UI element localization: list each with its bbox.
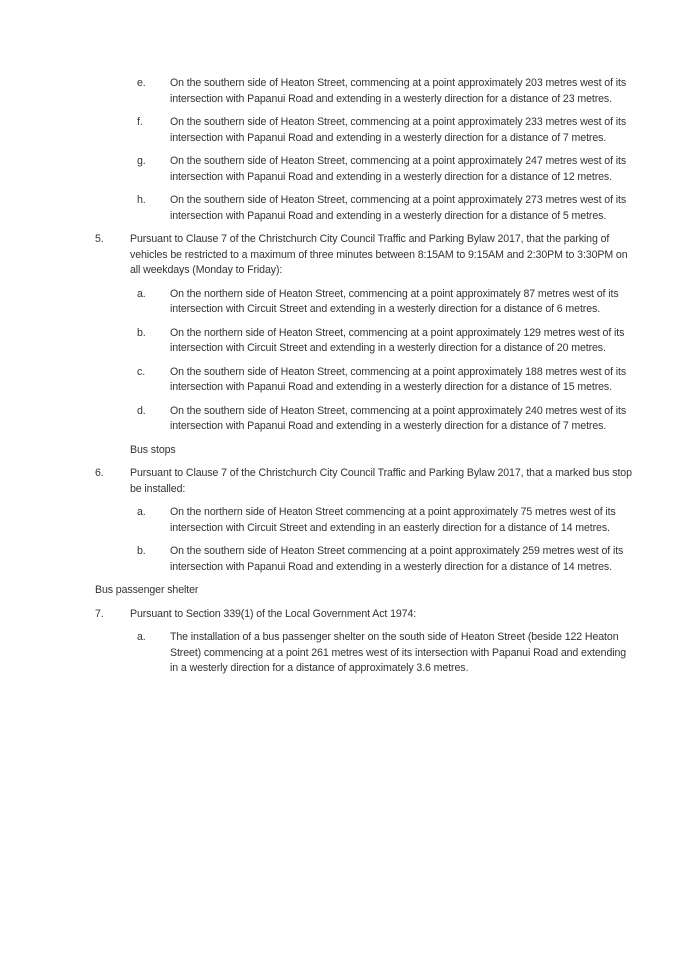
item-text: On the southern side of Heaton Street, commencing at a point approximately 203 metres west of its intersection with Papanui Road and extending in a westerly direction for a distance of 23 metres. bbox=[170, 77, 627, 105]
item-marker: 5. bbox=[95, 233, 104, 245]
item-text: On the southern side of Heaton Street, commencing at a point approximately 247 metres west of its intersection with Papanui Road and extending in a westerly direction for a distance of 12 metres. bbox=[170, 155, 627, 183]
item-text: On the southern side of Heaton Street commencing at a point approximately 259 metres west of its intersection with Papanui Road and extending in a westerly direction for a distance of 14 metres. bbox=[170, 545, 624, 573]
item-text: On the southern side of Heaton Street, commencing at a point approximately 240 metres west of its intersection with Papanui Road and extending in a westerly direction for a distance of 7 metres. bbox=[170, 404, 627, 432]
item-marker: a. bbox=[137, 631, 146, 643]
item-marker: d. bbox=[137, 404, 146, 417]
clause-5-item-b bbox=[95, 326, 633, 357]
item-text: On the southern side of Heaton Street, commencing at a point approximately 273 metres west of its intersection with Papanui Road and extending in a westerly direction for a distance of 5 metres. bbox=[170, 194, 627, 222]
item-marker: e. bbox=[137, 77, 146, 89]
clause-item-f bbox=[95, 115, 633, 146]
item-text: On the northern side of Heaton Street, commencing at a point approximately 87 metres west of its intersection with Circuit Street and extending in a westerly direction for a distance of 6 metres. bbox=[170, 287, 619, 315]
clause-item-g bbox=[95, 154, 633, 185]
clause-7 bbox=[95, 607, 633, 623]
document-content bbox=[95, 76, 633, 685]
heading-bus-stops: Bus stops bbox=[130, 443, 176, 456]
clause-item-e bbox=[95, 76, 633, 107]
item-marker: b. bbox=[137, 545, 146, 557]
item-marker: 6. bbox=[95, 467, 104, 479]
item-text: On the southern side of Heaton Street, commencing at a point approximately 233 metres west of its intersection with Papanui Road and extending in a westerly direction for a distance of 7 metres. bbox=[170, 116, 627, 144]
clause-5-item-c bbox=[95, 365, 633, 396]
item-marker: f. bbox=[137, 116, 143, 128]
clause-7-item-a bbox=[95, 630, 633, 677]
item-marker: g. bbox=[137, 155, 146, 167]
item-marker: a. bbox=[137, 506, 146, 518]
clause-6-item-a bbox=[95, 505, 633, 536]
item-marker: 7. bbox=[95, 607, 104, 620]
clause-item-h bbox=[95, 193, 633, 224]
item-text: On the northern side of Heaton Street commencing at a point approximately 75 metres west of its intersection with Circuit Street and extending in an easterly direction for a distance of 14 metres. bbox=[170, 506, 616, 534]
item-marker: c. bbox=[137, 365, 146, 378]
item-text: On the southern side of Heaton Street, commencing at a point approximately 188 metres west of its intersection with Papanui Road and extending in a westerly direction for a distance of 15 metres. bbox=[170, 365, 627, 393]
clause-5 bbox=[95, 232, 633, 279]
clause-6-item-b bbox=[95, 544, 633, 575]
item-marker: b. bbox=[137, 326, 146, 339]
item-text: The installation of a bus passenger shelter on the south side of Heaton Street (beside 122 Heaton Street) commencing at a point 261 metres west of its intersection with Papanui Road and extending in a westerly direction for a distance of approximately 3.6 metres. bbox=[170, 631, 627, 674]
item-marker: a. bbox=[137, 287, 146, 300]
clause-5-item-d bbox=[95, 404, 633, 435]
item-text: Pursuant to Clause 7 of the Christchurch City Council Traffic and Parking Bylaw 2017, that the parking of vehicles be restricted to a maximum of three minutes between 8:15AM to 9:15AM and 2:30PM to 3:30PM on all weekdays (Monday to Friday): bbox=[130, 233, 628, 276]
clause-5-item-a bbox=[95, 287, 633, 318]
clause-6 bbox=[95, 466, 633, 497]
heading-bus-passenger-shelter: Bus passenger shelter bbox=[95, 584, 199, 596]
item-marker: h. bbox=[137, 194, 146, 206]
item-text: On the northern side of Heaton Street, commencing at a point approximately 129 metres west of its intersection with Circuit Street and extending in a westerly direction for a distance of 20 metres. bbox=[170, 326, 625, 354]
item-text: Pursuant to Section 339(1) of the Local Government Act 1974: bbox=[130, 607, 417, 620]
item-text: Pursuant to Clause 7 of the Christchurch City Council Traffic and Parking Bylaw 2017, that a marked bus stop be installed: bbox=[130, 467, 632, 495]
